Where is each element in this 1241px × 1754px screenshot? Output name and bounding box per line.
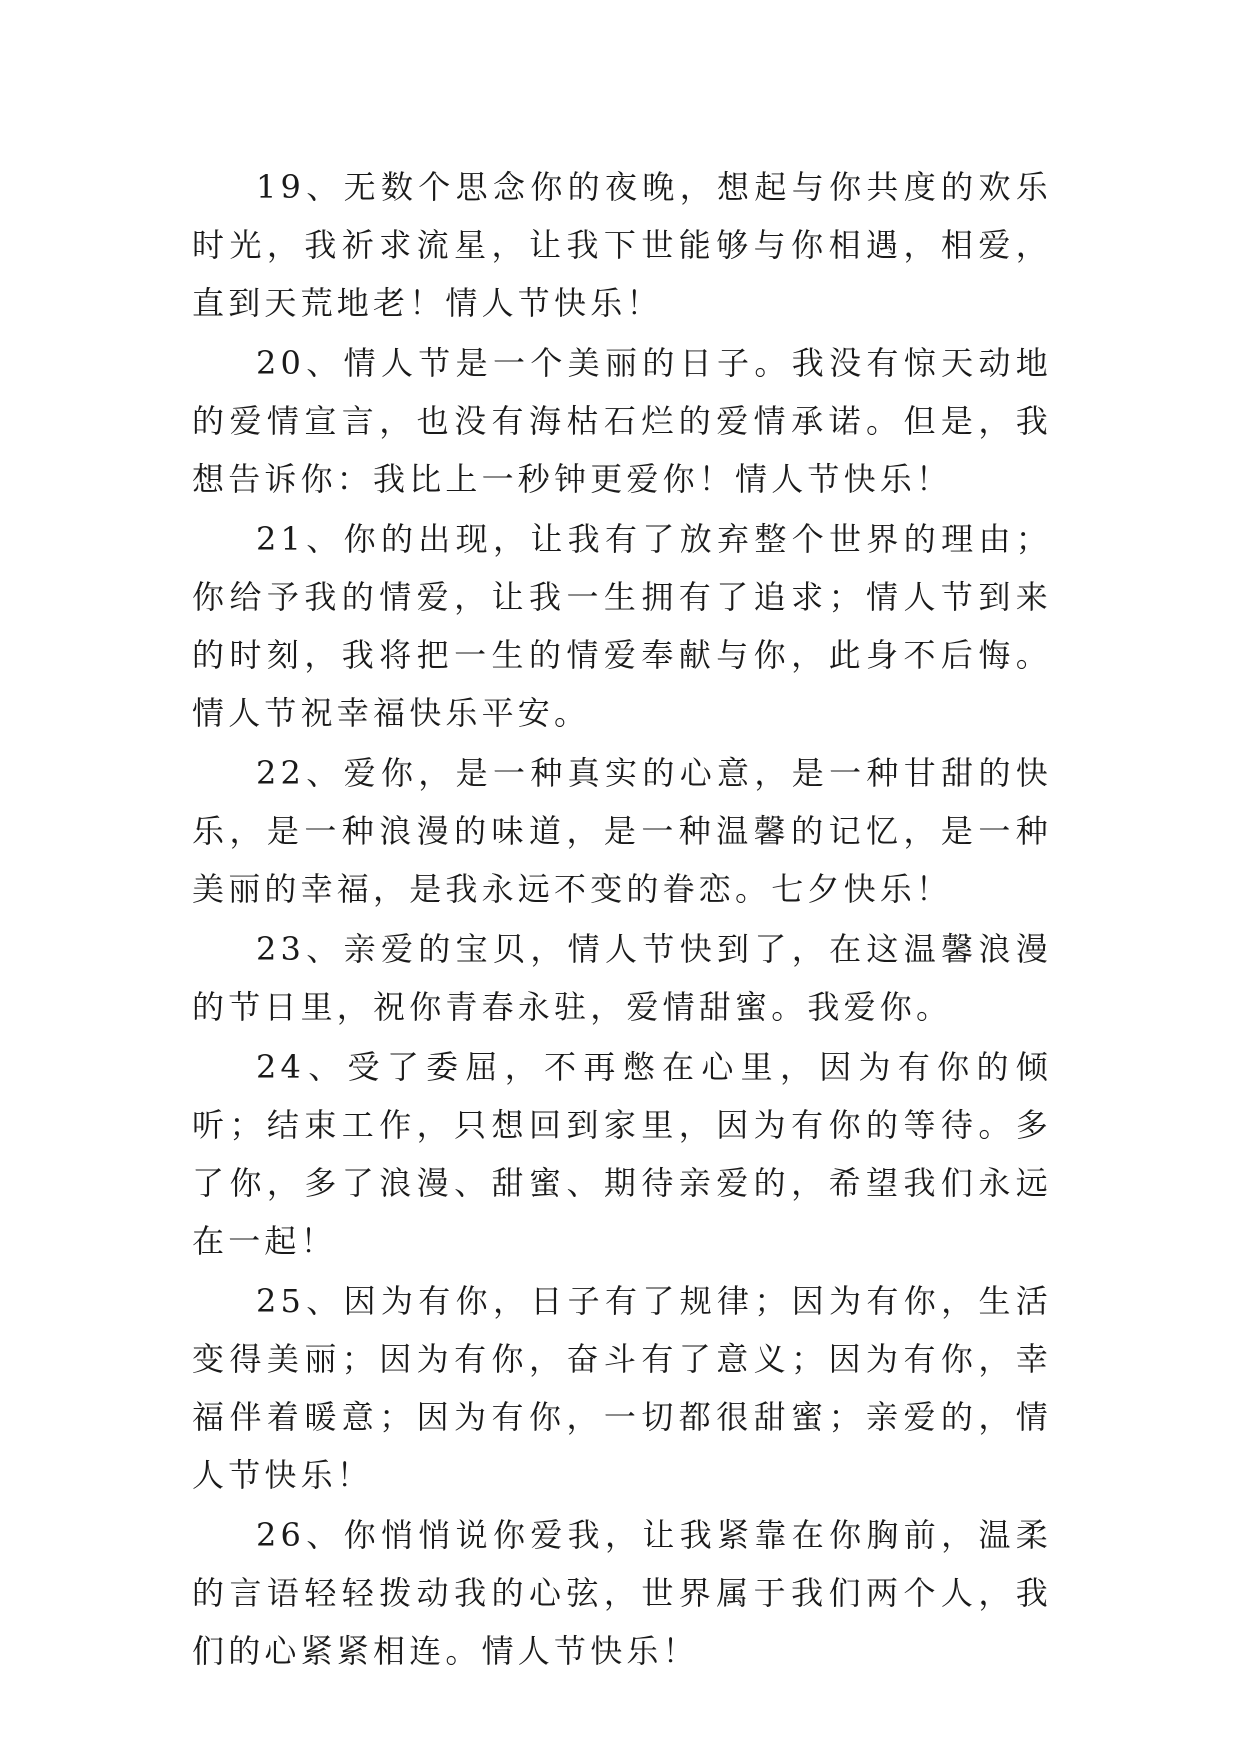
paragraph-26: 26、你悄悄说你爱我，让我紧靠在你胸前，温柔的言语轻轻拨动我的心弦，世界属于我们两个人，我们的心紧紧相连。情人节快乐！ [192,1516,1052,1670]
paragraph-23: 23、亲爱的宝贝，情人节快到了，在这温馨浪漫的节日里，祝你青春永驻，爱情甜蜜。我爱你。 [192,930,1052,1026]
paragraph-22: 22、爱你，是一种真实的心意，是一种甘甜的快乐，是一种浪漫的味道，是一种温馨的记忆，是一种美丽的幸福，是我永远不变的眷恋。七夕快乐！ [192,754,1052,908]
paragraph-19: 19、无数个思念你的夜晚，想起与你共度的欢乐时光，我祈求流星，让我下世能够与你相遇，相爱，直到天荒地老！情人节快乐！ [192,168,1052,322]
paragraph-25: 25、因为有你，日子有了规律；因为有你，生活变得美丽；因为有你，奋斗有了意义；因为有你，幸福伴着暖意；因为有你，一切都很甜蜜；亲爱的，情人节快乐！ [192,1282,1052,1494]
paragraph-21: 21、你的出现，让我有了放弃整个世界的理由；你给予我的情爱，让我一生拥有了追求；情人节到来的时刻，我将把一生的情爱奉献与你，此身不后悔。情人节祝幸福快乐平安。 [192,520,1052,732]
document-body [192,158,1052,1682]
paragraph-24: 24、受了委屈，不再憋在心里，因为有你的倾听；结束工作，只想回到家里，因为有你的等待。多了你，多了浪漫、甜蜜、期待亲爱的，希望我们永远在一起！ [192,1048,1052,1260]
paragraph-20: 20、情人节是一个美丽的日子。我没有惊天动地的爱情宣言，也没有海枯石烂的爱情承诺。但是，我想告诉你：我比上一秒钟更爱你！情人节快乐！ [192,344,1052,498]
